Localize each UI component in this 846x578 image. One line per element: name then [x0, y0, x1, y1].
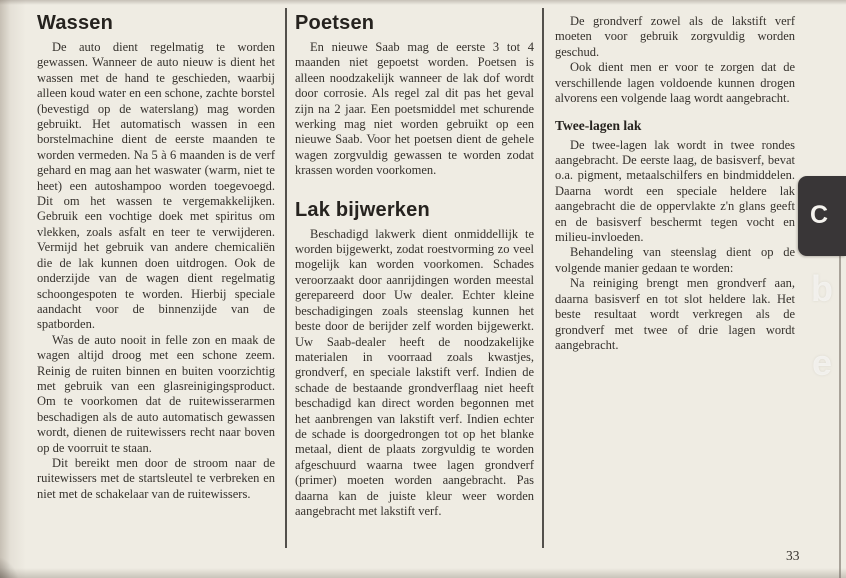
- heading-poetsen: Poetsen: [295, 12, 375, 34]
- heading-wassen: Wassen: [37, 12, 114, 34]
- section-poetsen: [295, 12, 534, 179]
- ghost-tab-b: b: [811, 268, 833, 309]
- paragraph: Ook dient men er voor te zorgen dat de verschillende lagen voldoende kunnen drogen alvorens een volgende laag wordt aangebracht.: [555, 60, 795, 106]
- section-lak-bijwerken: [295, 199, 534, 520]
- column-wassen: [37, 12, 275, 502]
- binding-shadow: [0, 0, 26, 578]
- paragraph: De auto dient regelmatig te worden gewassen. Wanneer de auto nieuw is dient het wassen met de hand te geschieden, waarbij alleen koud water en een schone, zachte borstel (bevestigd op de waterslang) mag worden gebruikt. Het automatisch wassen in een borstelmachine dient de eerste maanden te worden vermeden. Na 5 à 6 maanden is de verf gehard en mag aan het waswater (warm, niet te heet) een autoshampoo worden toegevoegd. Dit om het wassen te vergemakkelijken. Gebruik een vochtige doek met spiritus om vlekken, zoals asfalt en teer te verwijderen. Vermijd het gebruik van andere chemicaliën die de lak kunnen doen uitdrogen. Ook de onderzijde van de wagen dient regelmatig schoongespoten te worden. Hierbij speciale aandacht voor de binnenzijde van de spatborden.: [37, 40, 275, 332]
- ghost-tab-e: e: [811, 342, 833, 383]
- heading-lak-bijwerken: Lak bijwerken: [295, 198, 430, 221]
- section-continuation: [555, 14, 795, 106]
- column-divider: [542, 8, 544, 548]
- column-poetsen: [295, 12, 534, 519]
- paragraph: Was de auto nooit in felle zon en maak de wagen altijd droog met een schone zeem. Reinig de ruiten binnen en buiten voorzichtig met gebruik van een glasreinigingsproduct. Om te voorkomen dat de ruitewisserarmen beschadigen als de auto automatisch gewassen wordt, dienen de ruitewissers recht naar boven op de voorruit te staan.: [37, 332, 275, 455]
- scan-corner-artifact: [0, 556, 20, 578]
- paragraph: Beschadigd lakwerk dient onmiddellijk te worden bijgewerkt, zodat roestvorming zo veel mogelijk kan worden voorkomen. Schades veroorzaakt door aanrijdingen worden meestal gerepareerd door Uw dealer. Echter kleine beschadigingen zoals steenslag kunnen het beste door de berijder zelf worden bijgewerkt. Uw Saab-dealer heeft de noodzakelijke materialen in voorraad zoals kwastjes, grondverf, en speciale lakstift verf. Indien de schade de bestaande grondverflaag niet heeft beschadigd kan direct worden begonnen met het aanbrengen van lakstift verf. Indien echter de schade is doorgedrongen tot op het blanke metaal, dient de plaats zorgvuldig te worden afgeschuurd waarna twee lagen grondverf (primer) moeten worden aangebracht. Pas daarna kan de juiste kleur weer worden aangebracht met lakstift verf.: [295, 226, 534, 518]
- paragraph: En nieuwe Saab mag de eerste 3 tot 4 maanden niet gepoetst worden. Poetsen is alleen noodzakelijk wanneer de lak dof wordt door corrosie. Als regel zal dit pas het geval zijn na 2 jaar. Een poetsmiddel met schurende werking mag niet worden gebruikt op een nieuwe Saab. Voor het poetsen dient de gehele wagen zorgvuldig gewassen te worden zodat krassen worden voorkomen.: [295, 40, 534, 178]
- column-divider: [285, 8, 287, 548]
- page-number: 33: [786, 548, 800, 563]
- paragraph: Na reiniging brengt men grondverf aan, daarna basisverf en tot slot heldere lak. Het beste resultaat wordt verkregen als de grondverf met twee of drie lagen wordt aangebracht.: [555, 276, 795, 352]
- paragraph: De twee-lagen lak wordt in twee rondes aangebracht. De eerste laag, de basisverf, bevat o.a. pigment, metaalschilfers en bindmiddelen. Daarna wordt een speciale heldere lak aangebracht die de oppervlakte z'n glans geeft en de basisverf beschermt tegen vocht en milieu-invloeden.: [555, 137, 795, 245]
- paragraph: Dit bereikt men door de stroom naar de ruitewissers met de startsleutel te verbreken en niet met de schakelaar van de ruitewissers.: [37, 455, 275, 501]
- underlying-page-edge: [839, 252, 841, 578]
- section-twee-lagen-lak: [555, 118, 795, 353]
- section-wassen: [37, 12, 275, 502]
- column-twee-lagen-lak: [555, 14, 795, 353]
- chapter-tab-letter: C: [809, 200, 829, 229]
- subheading-twee-lagen-lak: Twee-lagen lak: [555, 118, 642, 134]
- page-top-edge: [0, 0, 846, 5]
- chapter-tab-c: [798, 176, 846, 256]
- page-bottom-edge: [0, 568, 846, 578]
- paragraph: De grondverf zowel als de lakstift verf moeten voor gebruik zorgvuldig worden geschud.: [555, 14, 795, 59]
- paragraph: Behandeling van steenslag dient op de volgende manier gedaan te worden:: [555, 245, 795, 275]
